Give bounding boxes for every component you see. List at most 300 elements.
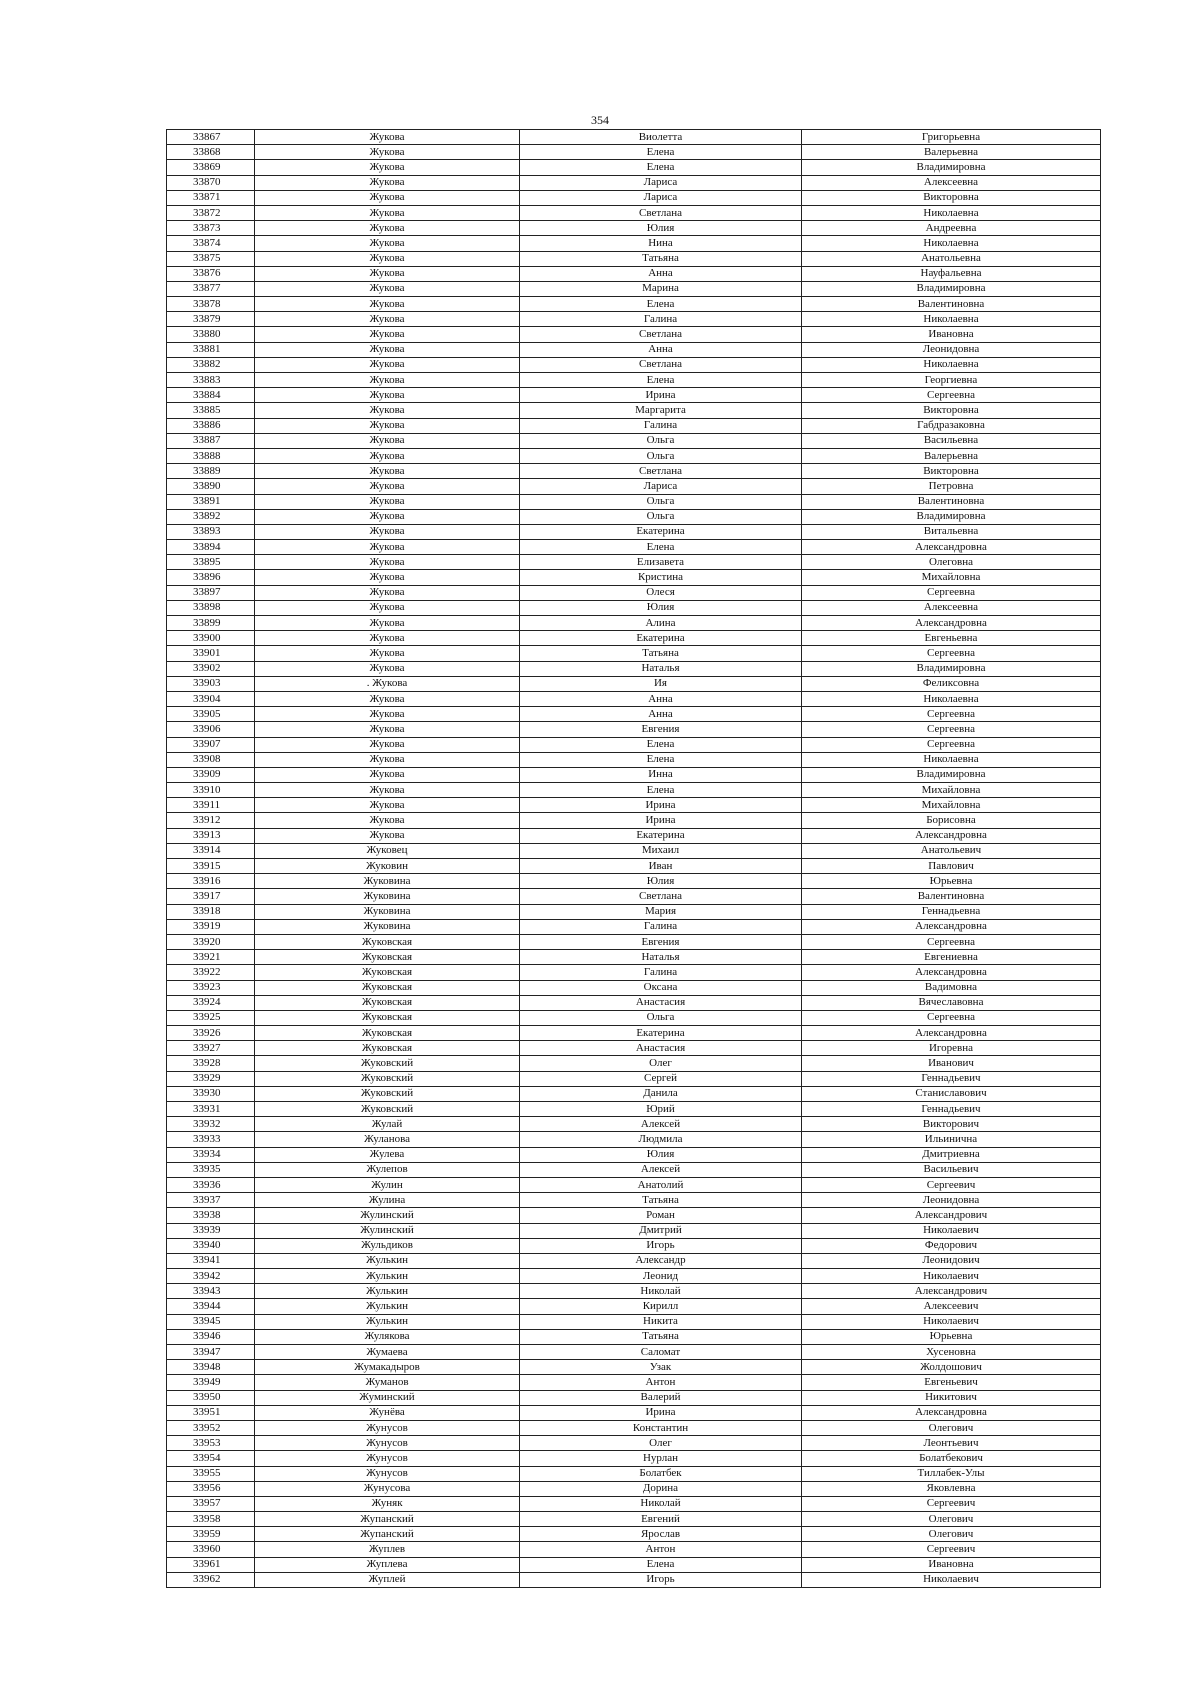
- table-row: [167, 1360, 1101, 1375]
- surname-cell: Жулин: [255, 1177, 520, 1192]
- first-name-cell: Анастасия: [520, 1041, 802, 1056]
- surname-cell: Жуковская: [255, 980, 520, 995]
- table-row: [167, 1056, 1101, 1071]
- first-name-cell: Ирина: [520, 1405, 802, 1420]
- record-number-cell: 33918: [167, 904, 255, 919]
- first-name-cell: Константин: [520, 1420, 802, 1435]
- record-number-cell: 33921: [167, 950, 255, 965]
- patronymic-cell: Дмитриевна: [802, 1147, 1101, 1162]
- record-number-cell: 33951: [167, 1405, 255, 1420]
- surname-cell: Жукова: [255, 175, 520, 190]
- patronymic-cell: Станиславович: [802, 1086, 1101, 1101]
- table-row: [167, 1329, 1101, 1344]
- first-name-cell: Кристина: [520, 570, 802, 585]
- first-name-cell: Анна: [520, 266, 802, 281]
- patronymic-cell: Алексеевич: [802, 1299, 1101, 1314]
- record-number-cell: 33873: [167, 221, 255, 236]
- table-row: [167, 980, 1101, 995]
- patronymic-cell: Геннадьевич: [802, 1071, 1101, 1086]
- first-name-cell: Елена: [520, 160, 802, 175]
- surname-cell: Жукова: [255, 464, 520, 479]
- patronymic-cell: Валерьевна: [802, 448, 1101, 463]
- patronymic-cell: Александровна: [802, 1026, 1101, 1041]
- patronymic-cell: Никитович: [802, 1390, 1101, 1405]
- table-row: [167, 342, 1101, 357]
- first-name-cell: Александр: [520, 1253, 802, 1268]
- surname-cell: Жулякова: [255, 1329, 520, 1344]
- record-number-cell: 33909: [167, 767, 255, 782]
- patronymic-cell: Владимировна: [802, 661, 1101, 676]
- first-name-cell: Саломат: [520, 1345, 802, 1360]
- record-number-cell: 33887: [167, 433, 255, 448]
- patronymic-cell: Михайловна: [802, 570, 1101, 585]
- record-number-cell: 33926: [167, 1026, 255, 1041]
- patronymic-cell: Игоревна: [802, 1041, 1101, 1056]
- patronymic-cell: Сергеевна: [802, 707, 1101, 722]
- record-number-cell: 33960: [167, 1542, 255, 1557]
- first-name-cell: Ирина: [520, 813, 802, 828]
- record-number-cell: 33872: [167, 205, 255, 220]
- patronymic-cell: Сергеевич: [802, 1496, 1101, 1511]
- first-name-cell: Олег: [520, 1056, 802, 1071]
- patronymic-cell: Михайловна: [802, 783, 1101, 798]
- record-number-cell: 33919: [167, 919, 255, 934]
- roster-table: [166, 129, 1101, 1588]
- patronymic-cell: Вадимовна: [802, 980, 1101, 995]
- surname-cell: Жуковина: [255, 874, 520, 889]
- patronymic-cell: Анатольевна: [802, 251, 1101, 266]
- first-name-cell: Светлана: [520, 357, 802, 372]
- table-row: [167, 448, 1101, 463]
- patronymic-cell: Сергеевна: [802, 646, 1101, 661]
- table-row: [167, 798, 1101, 813]
- table-row: [167, 767, 1101, 782]
- surname-cell: Жулькин: [255, 1299, 520, 1314]
- table-row: [167, 1193, 1101, 1208]
- surname-cell: Жукова: [255, 555, 520, 570]
- record-number-cell: 33959: [167, 1527, 255, 1542]
- surname-cell: Жукова: [255, 646, 520, 661]
- table-row: [167, 1223, 1101, 1238]
- patronymic-cell: Николаевна: [802, 691, 1101, 706]
- table-row: [167, 403, 1101, 418]
- table-row: [167, 1527, 1101, 1542]
- first-name-cell: Лариса: [520, 190, 802, 205]
- first-name-cell: Оксана: [520, 980, 802, 995]
- table-row: [167, 1572, 1101, 1587]
- table-row: [167, 464, 1101, 479]
- record-number-cell: 33869: [167, 160, 255, 175]
- table-row: [167, 1238, 1101, 1253]
- first-name-cell: Анастасия: [520, 995, 802, 1010]
- first-name-cell: Екатерина: [520, 524, 802, 539]
- table-row: [167, 585, 1101, 600]
- first-name-cell: Екатерина: [520, 1026, 802, 1041]
- first-name-cell: Елена: [520, 737, 802, 752]
- table-row: [167, 281, 1101, 296]
- first-name-cell: Ольга: [520, 433, 802, 448]
- table-row: [167, 297, 1101, 312]
- first-name-cell: Антон: [520, 1375, 802, 1390]
- first-name-cell: Дорина: [520, 1481, 802, 1496]
- record-number-cell: 33932: [167, 1117, 255, 1132]
- first-name-cell: Ольга: [520, 1010, 802, 1025]
- patronymic-cell: Сергеевич: [802, 1542, 1101, 1557]
- record-number-cell: 33941: [167, 1253, 255, 1268]
- surname-cell: Жульдиков: [255, 1238, 520, 1253]
- first-name-cell: Светлана: [520, 205, 802, 220]
- table-row: [167, 312, 1101, 327]
- table-row: [167, 160, 1101, 175]
- first-name-cell: Маргарита: [520, 403, 802, 418]
- patronymic-cell: Олеговна: [802, 555, 1101, 570]
- first-name-cell: Наталья: [520, 661, 802, 676]
- table-row: [167, 1557, 1101, 1572]
- surname-cell: Жупанский: [255, 1512, 520, 1527]
- patronymic-cell: Олегович: [802, 1527, 1101, 1542]
- surname-cell: Жуковина: [255, 889, 520, 904]
- patronymic-cell: Габдразаковна: [802, 418, 1101, 433]
- table-row: [167, 919, 1101, 934]
- record-number-cell: 33888: [167, 448, 255, 463]
- first-name-cell: Виолетта: [520, 130, 802, 145]
- table-row: [167, 1314, 1101, 1329]
- patronymic-cell: Николаевна: [802, 236, 1101, 251]
- surname-cell: Жукова: [255, 585, 520, 600]
- record-number-cell: 33879: [167, 312, 255, 327]
- first-name-cell: Никита: [520, 1314, 802, 1329]
- surname-cell: Жукова: [255, 266, 520, 281]
- surname-cell: Жукова: [255, 737, 520, 752]
- first-name-cell: Елена: [520, 1557, 802, 1572]
- patronymic-cell: Александровна: [802, 616, 1101, 631]
- surname-cell: Жукова: [255, 448, 520, 463]
- record-number-cell: 33922: [167, 965, 255, 980]
- surname-cell: Жукова: [255, 600, 520, 615]
- patronymic-cell: Валентиновна: [802, 494, 1101, 509]
- surname-cell: Жукова: [255, 691, 520, 706]
- table-row: [167, 1102, 1101, 1117]
- record-number-cell: 33882: [167, 357, 255, 372]
- patronymic-cell: Владимировна: [802, 767, 1101, 782]
- record-number-cell: 33925: [167, 1010, 255, 1025]
- table-row: [167, 1405, 1101, 1420]
- record-number-cell: 33914: [167, 843, 255, 858]
- table-row: [167, 1132, 1101, 1147]
- first-name-cell: Нурлан: [520, 1451, 802, 1466]
- record-number-cell: 33915: [167, 859, 255, 874]
- record-number-cell: 33961: [167, 1557, 255, 1572]
- table-row: [167, 995, 1101, 1010]
- first-name-cell: Галина: [520, 312, 802, 327]
- surname-cell: Жуковская: [255, 934, 520, 949]
- table-row: [167, 1542, 1101, 1557]
- table-row: [167, 540, 1101, 555]
- record-number-cell: 33916: [167, 874, 255, 889]
- surname-cell: Жукова: [255, 524, 520, 539]
- record-number-cell: 33945: [167, 1314, 255, 1329]
- record-number-cell: 33928: [167, 1056, 255, 1071]
- patronymic-cell: Михайловна: [802, 798, 1101, 813]
- record-number-cell: 33917: [167, 889, 255, 904]
- first-name-cell: Лариса: [520, 175, 802, 190]
- patronymic-cell: Сергеевич: [802, 1177, 1101, 1192]
- patronymic-cell: Сергеевна: [802, 737, 1101, 752]
- surname-cell: Жуплей: [255, 1572, 520, 1587]
- table-row: [167, 813, 1101, 828]
- surname-cell: Жунусова: [255, 1481, 520, 1496]
- patronymic-cell: Юрьевна: [802, 874, 1101, 889]
- surname-cell: Жунусов: [255, 1436, 520, 1451]
- patronymic-cell: Евгеньевич: [802, 1375, 1101, 1390]
- patronymic-cell: Хусеновна: [802, 1345, 1101, 1360]
- first-name-cell: Олеся: [520, 585, 802, 600]
- surname-cell: Жулькин: [255, 1269, 520, 1284]
- record-number-cell: 33930: [167, 1086, 255, 1101]
- first-name-cell: Сергей: [520, 1071, 802, 1086]
- record-number-cell: 33949: [167, 1375, 255, 1390]
- record-number-cell: 33902: [167, 661, 255, 676]
- record-number-cell: 33910: [167, 783, 255, 798]
- first-name-cell: Юлия: [520, 600, 802, 615]
- record-number-cell: 33958: [167, 1512, 255, 1527]
- surname-cell: Жулай: [255, 1117, 520, 1132]
- patronymic-cell: Павлович: [802, 859, 1101, 874]
- patronymic-cell: Владимировна: [802, 160, 1101, 175]
- first-name-cell: Игорь: [520, 1572, 802, 1587]
- surname-cell: Жукова: [255, 342, 520, 357]
- table-row: [167, 889, 1101, 904]
- patronymic-cell: Евгеньевна: [802, 631, 1101, 646]
- record-number-cell: 33939: [167, 1223, 255, 1238]
- patronymic-cell: Николаевич: [802, 1572, 1101, 1587]
- first-name-cell: Данила: [520, 1086, 802, 1101]
- first-name-cell: Дмитрий: [520, 1223, 802, 1238]
- first-name-cell: Елена: [520, 373, 802, 388]
- surname-cell: Жуковский: [255, 1102, 520, 1117]
- first-name-cell: Нина: [520, 236, 802, 251]
- patronymic-cell: Витальевна: [802, 524, 1101, 539]
- first-name-cell: Анатолий: [520, 1177, 802, 1192]
- table-row: [167, 722, 1101, 737]
- table-row: [167, 646, 1101, 661]
- patronymic-cell: Сергеевна: [802, 934, 1101, 949]
- patronymic-cell: Александровна: [802, 919, 1101, 934]
- record-number-cell: 33868: [167, 145, 255, 160]
- patronymic-cell: Борисовна: [802, 813, 1101, 828]
- record-number-cell: 33934: [167, 1147, 255, 1162]
- patronymic-cell: Викторовна: [802, 403, 1101, 418]
- surname-cell: Жумакадыров: [255, 1360, 520, 1375]
- surname-cell: Жукова: [255, 540, 520, 555]
- record-number-cell: 33940: [167, 1238, 255, 1253]
- record-number-cell: 33896: [167, 570, 255, 585]
- table-row: [167, 600, 1101, 615]
- table-row: [167, 707, 1101, 722]
- table-row: [167, 1345, 1101, 1360]
- first-name-cell: Алина: [520, 616, 802, 631]
- table-row: [167, 266, 1101, 281]
- table-row: [167, 1284, 1101, 1299]
- surname-cell: Жукова: [255, 767, 520, 782]
- record-number-cell: 33931: [167, 1102, 255, 1117]
- surname-cell: Жулинский: [255, 1223, 520, 1238]
- surname-cell: Жукова: [255, 707, 520, 722]
- surname-cell: Жукова: [255, 661, 520, 676]
- table-row: [167, 859, 1101, 874]
- first-name-cell: Марина: [520, 281, 802, 296]
- table-row: [167, 494, 1101, 509]
- patronymic-cell: Леонтьевич: [802, 1436, 1101, 1451]
- patronymic-cell: Валентиновна: [802, 889, 1101, 904]
- surname-cell: Жуковский: [255, 1071, 520, 1086]
- table-row: [167, 1086, 1101, 1101]
- first-name-cell: Антон: [520, 1542, 802, 1557]
- table-row: [167, 1147, 1101, 1162]
- table-row: [167, 1010, 1101, 1025]
- patronymic-cell: Геннадьевна: [802, 904, 1101, 919]
- first-name-cell: Ия: [520, 676, 802, 691]
- table-row: [167, 1253, 1101, 1268]
- surname-cell: . Жукова: [255, 676, 520, 691]
- surname-cell: Жукова: [255, 205, 520, 220]
- record-number-cell: 33891: [167, 494, 255, 509]
- record-number-cell: 33924: [167, 995, 255, 1010]
- patronymic-cell: Леонидовна: [802, 1193, 1101, 1208]
- record-number-cell: 33881: [167, 342, 255, 357]
- first-name-cell: Леонид: [520, 1269, 802, 1284]
- table-row: [167, 327, 1101, 342]
- table-row: [167, 1451, 1101, 1466]
- surname-cell: Жуковский: [255, 1056, 520, 1071]
- first-name-cell: Ольга: [520, 494, 802, 509]
- record-number-cell: 33920: [167, 934, 255, 949]
- record-number-cell: 33885: [167, 403, 255, 418]
- surname-cell: Жулева: [255, 1147, 520, 1162]
- first-name-cell: Юрий: [520, 1102, 802, 1117]
- record-number-cell: 33901: [167, 646, 255, 661]
- patronymic-cell: Васильевич: [802, 1162, 1101, 1177]
- table-row: [167, 221, 1101, 236]
- table-row: [167, 145, 1101, 160]
- patronymic-cell: Николаевна: [802, 312, 1101, 327]
- patronymic-cell: Викторович: [802, 1117, 1101, 1132]
- patronymic-cell: Яковлевна: [802, 1481, 1101, 1496]
- table-row: [167, 934, 1101, 949]
- record-number-cell: 33890: [167, 479, 255, 494]
- surname-cell: Жулепов: [255, 1162, 520, 1177]
- patronymic-cell: Науфальевна: [802, 266, 1101, 281]
- patronymic-cell: Юрьевна: [802, 1329, 1101, 1344]
- table-row: [167, 388, 1101, 403]
- first-name-cell: Татьяна: [520, 251, 802, 266]
- first-name-cell: Ирина: [520, 388, 802, 403]
- first-name-cell: Ольга: [520, 448, 802, 463]
- surname-cell: Жукова: [255, 236, 520, 251]
- record-number-cell: 33870: [167, 175, 255, 190]
- table-row: [167, 190, 1101, 205]
- surname-cell: Жукова: [255, 433, 520, 448]
- surname-cell: Жулькин: [255, 1253, 520, 1268]
- patronymic-cell: Георгиевна: [802, 373, 1101, 388]
- first-name-cell: Елена: [520, 540, 802, 555]
- record-number-cell: 33889: [167, 464, 255, 479]
- record-number-cell: 33943: [167, 1284, 255, 1299]
- record-number-cell: 33892: [167, 509, 255, 524]
- patronymic-cell: Леонидович: [802, 1253, 1101, 1268]
- patronymic-cell: Жолдошович: [802, 1360, 1101, 1375]
- record-number-cell: 33962: [167, 1572, 255, 1587]
- record-number-cell: 33871: [167, 190, 255, 205]
- surname-cell: Жунусов: [255, 1451, 520, 1466]
- patronymic-cell: Николаевна: [802, 357, 1101, 372]
- patronymic-cell: Валентиновна: [802, 297, 1101, 312]
- table-row: [167, 661, 1101, 676]
- table-row: [167, 373, 1101, 388]
- table-row: [167, 570, 1101, 585]
- surname-cell: Жукова: [255, 509, 520, 524]
- first-name-cell: Людмила: [520, 1132, 802, 1147]
- record-number-cell: 33900: [167, 631, 255, 646]
- table-row: [167, 1512, 1101, 1527]
- first-name-cell: Алексей: [520, 1162, 802, 1177]
- surname-cell: Жуковская: [255, 1026, 520, 1041]
- patronymic-cell: Сергеевна: [802, 1010, 1101, 1025]
- table-row: [167, 1436, 1101, 1451]
- first-name-cell: Болатбек: [520, 1466, 802, 1481]
- patronymic-cell: Олегович: [802, 1420, 1101, 1435]
- first-name-cell: Галина: [520, 919, 802, 934]
- table-row: [167, 251, 1101, 266]
- record-number-cell: 33923: [167, 980, 255, 995]
- surname-cell: Жуковский: [255, 1086, 520, 1101]
- patronymic-cell: Леонидовна: [802, 342, 1101, 357]
- first-name-cell: Николай: [520, 1496, 802, 1511]
- surname-cell: Жукова: [255, 190, 520, 205]
- table-row: [167, 433, 1101, 448]
- first-name-cell: Екатерина: [520, 828, 802, 843]
- surname-cell: Жукова: [255, 631, 520, 646]
- surname-cell: Жулинский: [255, 1208, 520, 1223]
- first-name-cell: Лариса: [520, 479, 802, 494]
- surname-cell: Жукова: [255, 752, 520, 767]
- first-name-cell: Николай: [520, 1284, 802, 1299]
- table-row: [167, 1390, 1101, 1405]
- first-name-cell: Галина: [520, 418, 802, 433]
- patronymic-cell: Андреевна: [802, 221, 1101, 236]
- first-name-cell: Евгения: [520, 722, 802, 737]
- record-number-cell: 33867: [167, 130, 255, 145]
- surname-cell: Жукова: [255, 145, 520, 160]
- patronymic-cell: Николаевич: [802, 1223, 1101, 1238]
- table-row: [167, 509, 1101, 524]
- surname-cell: Жукова: [255, 297, 520, 312]
- first-name-cell: Ирина: [520, 798, 802, 813]
- first-name-cell: Анна: [520, 707, 802, 722]
- surname-cell: Жуковская: [255, 950, 520, 965]
- surname-cell: Жукова: [255, 357, 520, 372]
- surname-cell: Жуманов: [255, 1375, 520, 1390]
- surname-cell: Жунусов: [255, 1420, 520, 1435]
- record-number-cell: 33897: [167, 585, 255, 600]
- surname-cell: Жуковина: [255, 904, 520, 919]
- surname-cell: Жукова: [255, 828, 520, 843]
- record-number-cell: 33874: [167, 236, 255, 251]
- surname-cell: Жукова: [255, 418, 520, 433]
- first-name-cell: Наталья: [520, 950, 802, 965]
- record-number-cell: 33877: [167, 281, 255, 296]
- first-name-cell: Игорь: [520, 1238, 802, 1253]
